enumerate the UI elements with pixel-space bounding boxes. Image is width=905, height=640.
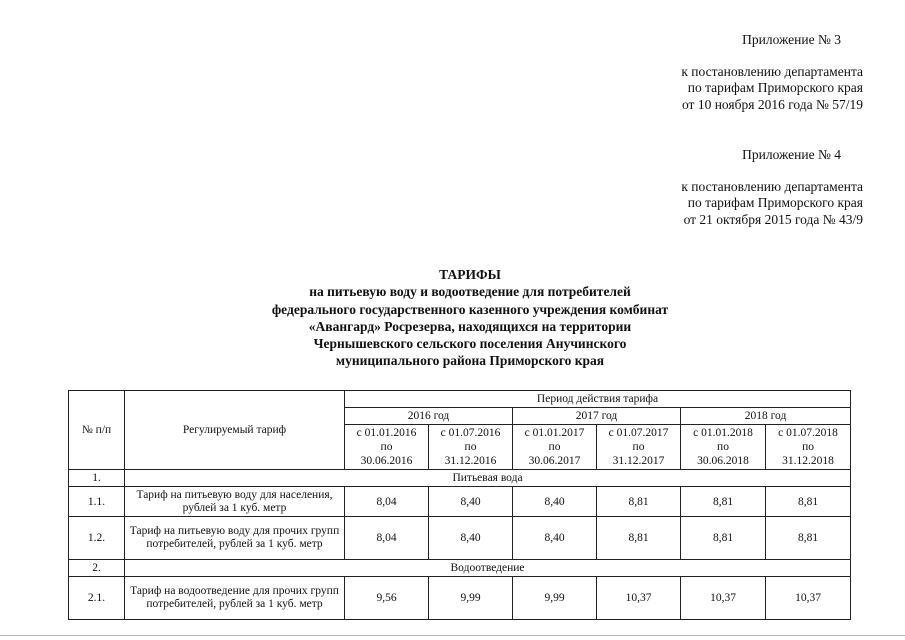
table-row xyxy=(69,577,851,620)
appendix-4-block xyxy=(681,147,863,228)
appendix-3-block xyxy=(681,32,863,113)
row-value: 8,40 xyxy=(429,487,513,517)
row-value: 8,40 xyxy=(429,517,513,560)
period-cell: с 01.01.2016 по 30.06.2016 xyxy=(345,425,429,470)
header-tariff: Регулируемый тариф xyxy=(125,391,345,470)
appendix-4-line: по тарифам Приморского края xyxy=(687,195,863,210)
header-period: Период действия тарифа xyxy=(345,391,851,408)
row-desc: Тариф на водоотведение для прочих групп потребителей, рублей за 1 куб. метр xyxy=(125,577,345,620)
section-num: 1. xyxy=(69,470,125,487)
appendix-3-line: от 10 ноября 2016 года № 57/19 xyxy=(681,96,863,112)
header-year: 2018 год xyxy=(681,408,851,425)
table-row xyxy=(69,487,851,517)
row-value: 8,04 xyxy=(345,487,429,517)
row-value: 10,37 xyxy=(681,577,766,620)
title-main: ТАРИФЫ xyxy=(439,267,501,282)
header-num: № п/п xyxy=(69,391,125,470)
row-value: 9,56 xyxy=(345,577,429,620)
appendix-3-line: по тарифам Приморского края xyxy=(687,80,863,95)
period-cell: с 01.07.2017 по 31.12.2017 xyxy=(597,425,681,470)
row-value: 8,81 xyxy=(766,487,851,517)
row-num: 1.2. xyxy=(69,517,125,560)
period-cell: с 01.01.2017 по 30.06.2017 xyxy=(513,425,597,470)
appendix-4-heading: Приложение № 4 xyxy=(742,147,841,162)
appendix-3-line: к постановлению департамента xyxy=(681,63,863,79)
row-value: 8,40 xyxy=(513,517,597,560)
row-value: 9,99 xyxy=(429,577,513,620)
period-cell: с 01.07.2016 по 31.12.2016 xyxy=(429,425,513,470)
row-value: 10,37 xyxy=(766,577,851,620)
row-value: 8,81 xyxy=(597,517,681,560)
table-row xyxy=(69,517,851,560)
section-row xyxy=(69,470,851,487)
title-line: «Авангард» Росрезерва, находящихся на территории xyxy=(308,318,632,334)
section-label: Питьевая вода xyxy=(125,470,851,487)
header-year: 2016 год xyxy=(345,408,513,425)
row-value: 8,04 xyxy=(345,517,429,560)
row-value: 8,81 xyxy=(597,487,681,517)
page-edge-divider xyxy=(0,635,905,636)
title-line: федерального государственного казенного учреждения комбинат xyxy=(271,301,669,317)
row-desc: Тариф на питьевую воду для прочих групп потребителей, рублей за 1 куб. метр xyxy=(125,517,345,560)
tariff-table xyxy=(68,390,851,620)
appendix-4-line: от 21 октября 2015 года № 43/9 xyxy=(683,211,863,227)
row-value: 8,81 xyxy=(766,517,851,560)
document-title xyxy=(190,266,750,370)
section-label: Водоотведение xyxy=(125,560,851,577)
section-row xyxy=(69,560,851,577)
row-value: 9,99 xyxy=(513,577,597,620)
row-value: 8,81 xyxy=(681,487,766,517)
appendix-4-line: к постановлению департамента xyxy=(681,178,863,194)
row-value: 10,37 xyxy=(597,577,681,620)
header-year: 2017 год xyxy=(513,408,681,425)
appendix-3-heading: Приложение № 3 xyxy=(742,32,841,47)
row-value: 8,81 xyxy=(681,517,766,560)
row-desc: Тариф на питьевую воду для населения, рублей за 1 куб. метр xyxy=(125,487,345,517)
period-cell: с 01.07.2018 по 31.12.2018 xyxy=(766,425,851,470)
period-cell: с 01.01.2018 по 30.06.2018 xyxy=(681,425,766,470)
row-value: 8,40 xyxy=(513,487,597,517)
title-line: Чернышевского сельского поселения Анучинского xyxy=(313,336,627,352)
row-num: 1.1. xyxy=(69,487,125,517)
section-num: 2. xyxy=(69,560,125,577)
title-line: на питьевую воду и водоотведение для потребителей xyxy=(309,284,631,300)
title-line: муниципального района Приморского края xyxy=(335,353,605,369)
row-num: 2.1. xyxy=(69,577,125,620)
